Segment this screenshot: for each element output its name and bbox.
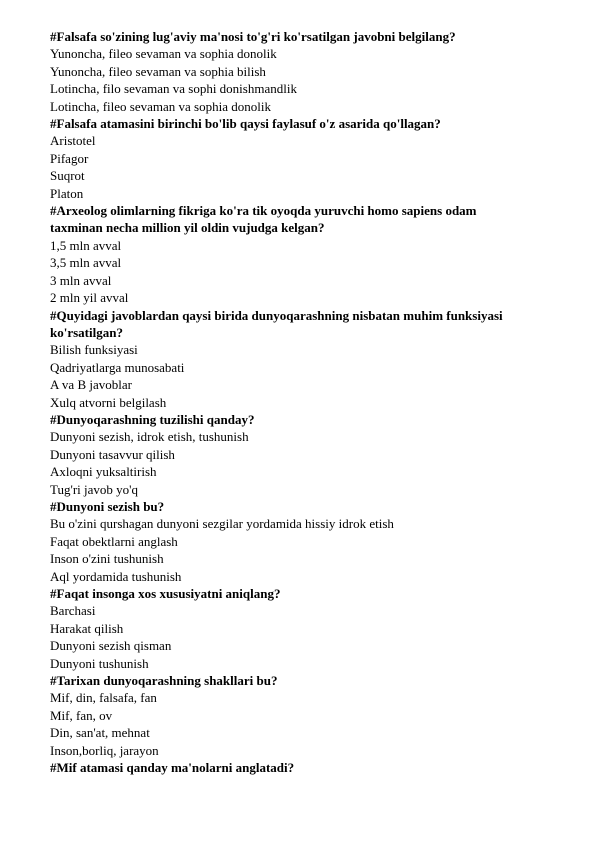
answer-option: 2 mln yil avval — [50, 290, 129, 306]
answer-option: Din, san'at, mehnat — [50, 725, 150, 741]
question-text: #Dunyoni sezish bu? — [50, 498, 165, 514]
answer-option: Tug'ri javob yo'q — [50, 481, 138, 497]
answer-option: Mif, fan, ov — [50, 707, 113, 723]
question-text: #Faqat insonga xos xususiyatni aniqlang? — [50, 586, 281, 601]
answer-option: Bilish funksiyasi — [50, 342, 138, 358]
answer-option: A va B javoblar — [50, 377, 132, 393]
answer-option: Dunyoni tushunish — [50, 655, 149, 671]
answer-option: Yunoncha, fileo sevaman va sophia donolik — [50, 46, 277, 62]
answer-option: Dunyoni tasavvur qilish — [50, 446, 175, 462]
question-text-continued: taxminan necha million yil oldin vujudga kelgan? — [50, 220, 325, 236]
answer-option: Inson o'zini tushunish — [50, 551, 164, 567]
answer-option: Bu o'zini qurshagan dunyoni sezgilar yordamida hissiy idrok etish — [50, 516, 394, 532]
question-text: #Dunyoqarashning tuzilishi qanday? — [50, 411, 255, 427]
answer-option: 3,5 mln avval — [50, 255, 122, 271]
question-text: #Mif atamasi qanday ma'nolarni anglatadi? — [50, 760, 295, 776]
answer-option: Mif, din, falsafa, fan — [50, 690, 157, 706]
answer-option: Aql yordamida tushunish — [50, 568, 182, 584]
question-text: #Quyidagi javoblardan qaysi birida dunyoqarashning nisbatan muhim funksiyasi — [50, 307, 503, 323]
answer-option: Harakat qilish — [50, 620, 124, 636]
question-text-continued: ko'rsatilgan? — [50, 324, 123, 340]
answer-option: Qadriyatlarga munosabati — [50, 359, 185, 375]
question-text: #Falsafa so'zining lug'aviy ma'nosi to'g'ri ko'rsatilgan javobni belgilang? — [50, 29, 456, 44]
answer-option: Inson,borliq, jarayon — [50, 742, 159, 758]
document-content — [50, 28, 550, 776]
answer-option: Barchasi — [50, 603, 96, 619]
question-text: #Falsafa atamasini birinchi bo'lib qaysi faylasuf o'z asarida qo'llagan? — [50, 116, 441, 132]
answer-option: Faqat obektlarni anglash — [50, 533, 178, 549]
answer-option: Yunoncha, fileo sevaman va sophia bilish — [50, 63, 266, 79]
answer-option: Dunyoni sezish qisman — [50, 638, 172, 654]
answer-option: Platon — [50, 185, 84, 201]
answer-option: Dunyoni sezish, idrok etish, tushunish — [50, 429, 249, 445]
answer-option: Suqrot — [50, 168, 85, 184]
answer-option: 3 mln avval — [50, 272, 112, 288]
answer-option: Aristotel — [50, 133, 96, 149]
answer-option: Axloqni yuksaltirish — [50, 464, 157, 480]
answer-option: Xulq atvorni belgilash — [50, 394, 167, 410]
question-text: #Arxeolog olimlarning fikriga ko'ra tik oyoqda yuruvchi homo sapiens odam — [50, 203, 477, 219]
answer-option: Lotincha, fileo sevaman va sophia donolik — [50, 98, 271, 114]
question-text: #Tarixan dunyoqarashning shakllari bu? — [50, 673, 278, 689]
answer-option: 1,5 mln avval — [50, 237, 122, 253]
answer-option: Lotincha, filo sevaman va sophi donishmandlik — [50, 81, 297, 97]
answer-option: Pifagor — [50, 150, 89, 166]
